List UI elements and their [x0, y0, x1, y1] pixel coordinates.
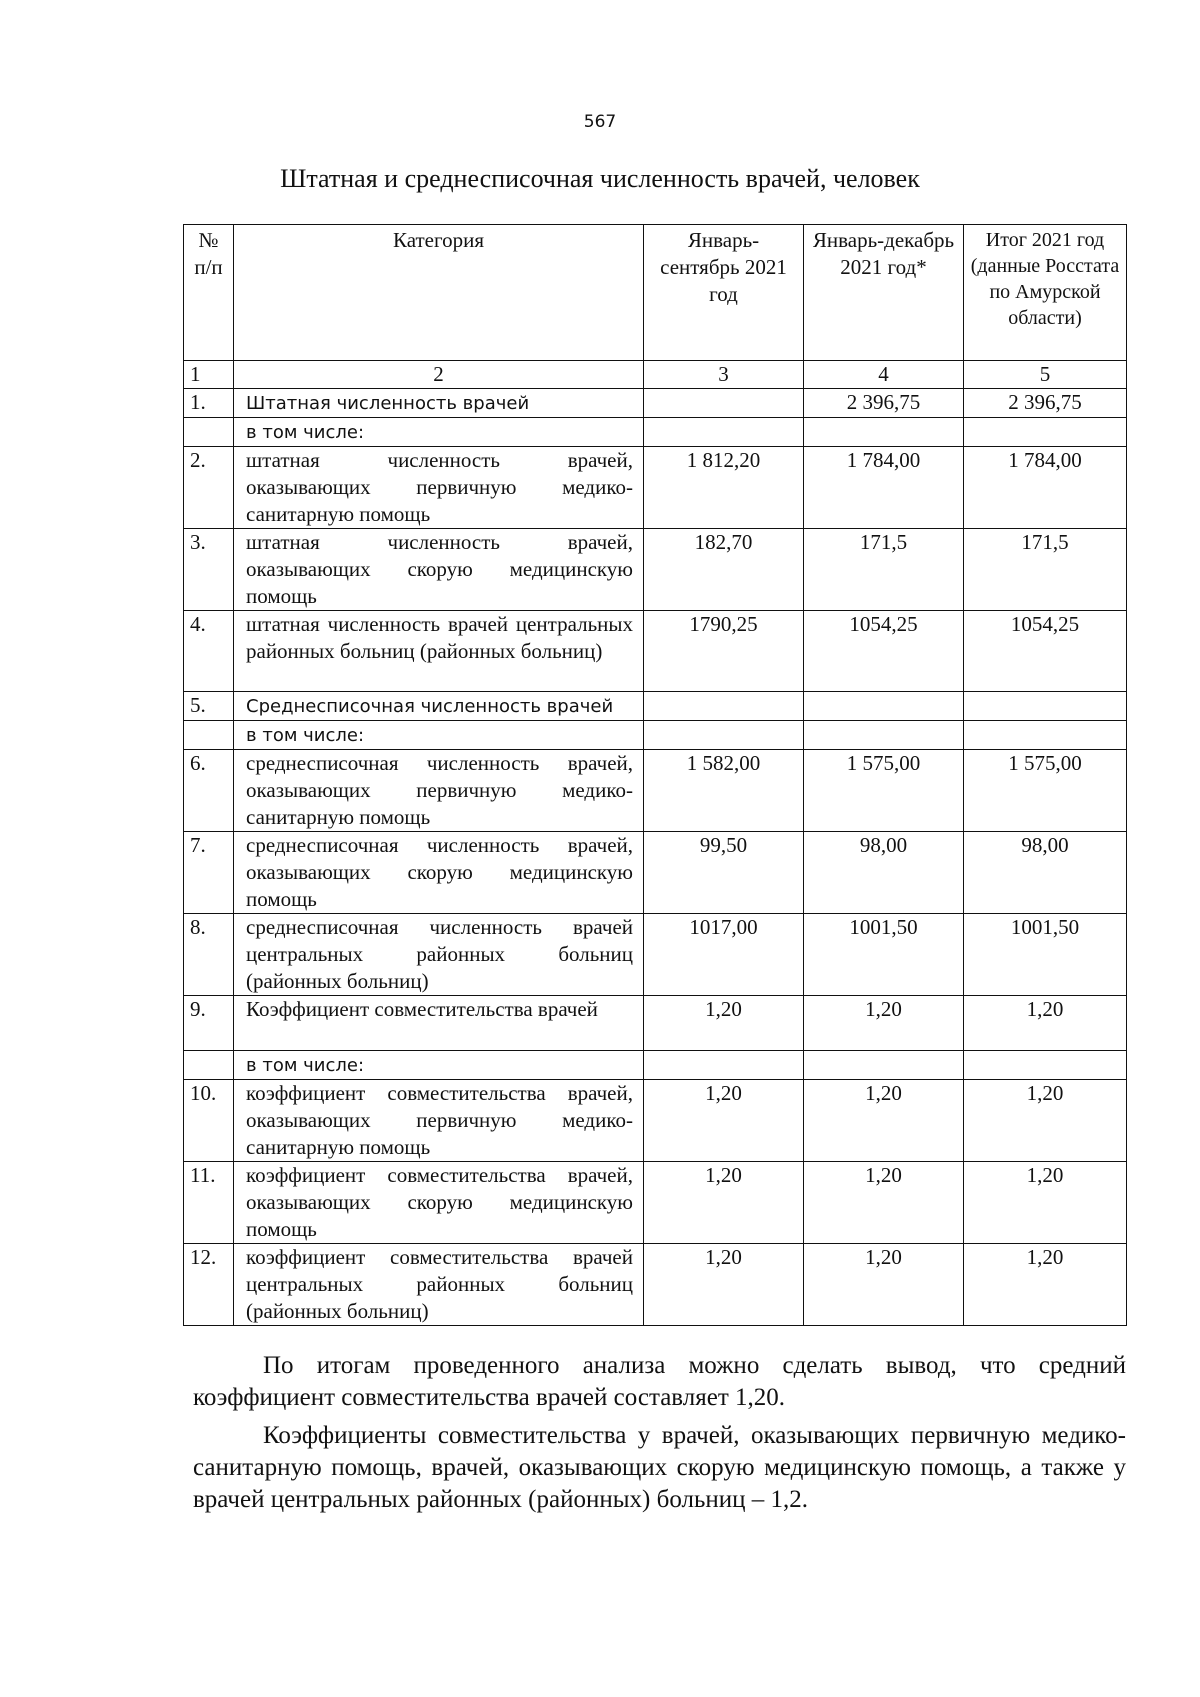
column-number-row	[184, 361, 1127, 389]
value-jan-sep	[644, 418, 804, 447]
value-jan-dec: 1,20	[804, 1162, 964, 1244]
value-total-2021: 2 396,75	[964, 389, 1127, 418]
value-jan-sep: 1017,00	[644, 914, 804, 996]
category-text: в том числе:	[246, 1055, 365, 1076]
row-number: 12.	[184, 1244, 234, 1326]
column-number: 1	[184, 361, 234, 389]
category-text: в том числе:	[246, 422, 365, 443]
value-jan-sep: 1,20	[644, 1244, 804, 1326]
row-category: среднесписочная численность врачей, оказывающих первичную медико-санитарную помощь	[234, 750, 644, 832]
value-jan-sep: 1,20	[644, 1080, 804, 1162]
row-category	[234, 692, 644, 721]
value-jan-dec: 98,00	[804, 832, 964, 914]
value-total-2021: 1001,50	[964, 914, 1127, 996]
row-number: 2.	[184, 447, 234, 529]
value-jan-dec	[804, 692, 964, 721]
value-total-2021: 1,20	[964, 1162, 1127, 1244]
row-number: 4.	[184, 611, 234, 692]
table-row	[184, 721, 1127, 750]
category-text: в том числе:	[246, 725, 365, 746]
row-category: штатная численность врачей, оказывающих скорую медицинскую помощь	[234, 529, 644, 611]
value-jan-sep: 99,50	[644, 832, 804, 914]
table-row	[184, 389, 1127, 418]
value-jan-dec: 1,20	[804, 996, 964, 1051]
table-row	[184, 750, 1127, 832]
table-row	[184, 914, 1127, 996]
table-row	[184, 996, 1127, 1051]
row-number: 7.	[184, 832, 234, 914]
header-jan-sep: Январь-сентябрь 2021 год	[644, 225, 804, 361]
column-number: 5	[964, 361, 1127, 389]
table-row	[184, 1162, 1127, 1244]
value-jan-sep	[644, 721, 804, 750]
header-total-rosstat: Итог 2021 год (данные Росстата по Амурской области)	[964, 225, 1127, 361]
row-category: коэффициент совместительства врачей, оказывающих первичную медико-санитарную помощь	[234, 1080, 644, 1162]
row-number	[184, 1051, 234, 1080]
header-jan-dec: Январь-декабрь 2021 год*	[804, 225, 964, 361]
conclusion-paragraph: По итогам проведенного анализа можно сделать вывод, что средний коэффициент совместительства врачей составляет 1,20.	[193, 1352, 1126, 1411]
row-number: 11.	[184, 1162, 234, 1244]
row-category	[234, 389, 644, 418]
row-category	[234, 418, 644, 447]
table-header-row	[184, 225, 1127, 361]
value-jan-sep	[644, 389, 804, 418]
table-row	[184, 611, 1127, 692]
table-row	[184, 832, 1127, 914]
value-jan-sep: 1 582,00	[644, 750, 804, 832]
column-number: 4	[804, 361, 964, 389]
row-category	[234, 1051, 644, 1080]
value-jan-dec	[804, 721, 964, 750]
table-row	[184, 447, 1127, 529]
value-jan-sep: 1 812,20	[644, 447, 804, 529]
value-total-2021: 1 575,00	[964, 750, 1127, 832]
row-category: среднесписочная численность врачей, оказывающих скорую медицинскую помощь	[234, 832, 644, 914]
value-jan-dec: 1001,50	[804, 914, 964, 996]
header-number: № п/п	[184, 225, 234, 361]
value-jan-dec: 1 784,00	[804, 447, 964, 529]
table-row	[184, 529, 1127, 611]
coefficients-paragraph: Коэффициенты совместительства у врачей, оказывающих первичную медико-санитарную помощь, врачей, оказывающих скорую медицинскую помощь, а также у врачей центральных районных (районных) больниц – 1,2.	[193, 1422, 1126, 1513]
value-jan-dec: 171,5	[804, 529, 964, 611]
value-jan-dec: 1,20	[804, 1080, 964, 1162]
row-category: Коэффициент совместительства врачей	[234, 996, 644, 1051]
value-jan-sep: 1,20	[644, 1162, 804, 1244]
value-total-2021: 171,5	[964, 529, 1127, 611]
row-category: штатная численность врачей центральных районных больниц (районных больниц)	[234, 611, 644, 692]
page-number: 567	[583, 112, 617, 132]
value-total-2021: 1 784,00	[964, 447, 1127, 529]
row-number	[184, 721, 234, 750]
table-body	[184, 389, 1127, 1326]
row-number: 9.	[184, 996, 234, 1051]
value-jan-sep	[644, 1051, 804, 1080]
category-text: Среднесписочная численность врачей	[246, 696, 614, 717]
value-jan-dec	[804, 1051, 964, 1080]
table-row	[184, 692, 1127, 721]
table-row	[184, 1080, 1127, 1162]
row-category: коэффициент совместительства врачей центральных районных больниц (районных больниц)	[234, 1244, 644, 1326]
value-jan-dec: 2 396,75	[804, 389, 964, 418]
column-number: 2	[234, 361, 644, 389]
row-number: 10.	[184, 1080, 234, 1162]
value-jan-dec: 1 575,00	[804, 750, 964, 832]
value-jan-dec: 1,20	[804, 1244, 964, 1326]
row-number: 5.	[184, 692, 234, 721]
value-total-2021	[964, 1051, 1127, 1080]
row-category	[234, 721, 644, 750]
column-number: 3	[644, 361, 804, 389]
value-jan-sep: 182,70	[644, 529, 804, 611]
value-total-2021	[964, 721, 1127, 750]
value-total-2021	[964, 692, 1127, 721]
value-jan-sep	[644, 692, 804, 721]
row-number: 8.	[184, 914, 234, 996]
value-jan-dec: 1054,25	[804, 611, 964, 692]
row-category: штатная численность врачей, оказывающих первичную медико-санитарную помощь	[234, 447, 644, 529]
value-total-2021: 1,20	[964, 996, 1127, 1051]
table-row	[184, 1244, 1127, 1326]
value-total-2021: 1054,25	[964, 611, 1127, 692]
row-number: 3.	[184, 529, 234, 611]
table-row	[184, 1051, 1127, 1080]
value-jan-sep: 1790,25	[644, 611, 804, 692]
page-title: Штатная и среднесписочная численность врачей, человек	[280, 164, 920, 193]
value-total-2021	[964, 418, 1127, 447]
value-jan-dec	[804, 418, 964, 447]
value-jan-sep: 1,20	[644, 996, 804, 1051]
row-category: коэффициент совместительства врачей, оказывающих скорую медицинскую помощь	[234, 1162, 644, 1244]
header-category: Категория	[234, 225, 644, 361]
value-total-2021: 1,20	[964, 1244, 1127, 1326]
value-total-2021: 1,20	[964, 1080, 1127, 1162]
staffing-table	[183, 224, 1127, 1326]
row-category: среднесписочная численность врачей центральных районных больниц (районных больниц)	[234, 914, 644, 996]
category-text: Штатная численность врачей	[246, 393, 530, 414]
row-number: 1.	[184, 389, 234, 418]
table-row	[184, 418, 1127, 447]
row-number	[184, 418, 234, 447]
row-number: 6.	[184, 750, 234, 832]
value-total-2021: 98,00	[964, 832, 1127, 914]
